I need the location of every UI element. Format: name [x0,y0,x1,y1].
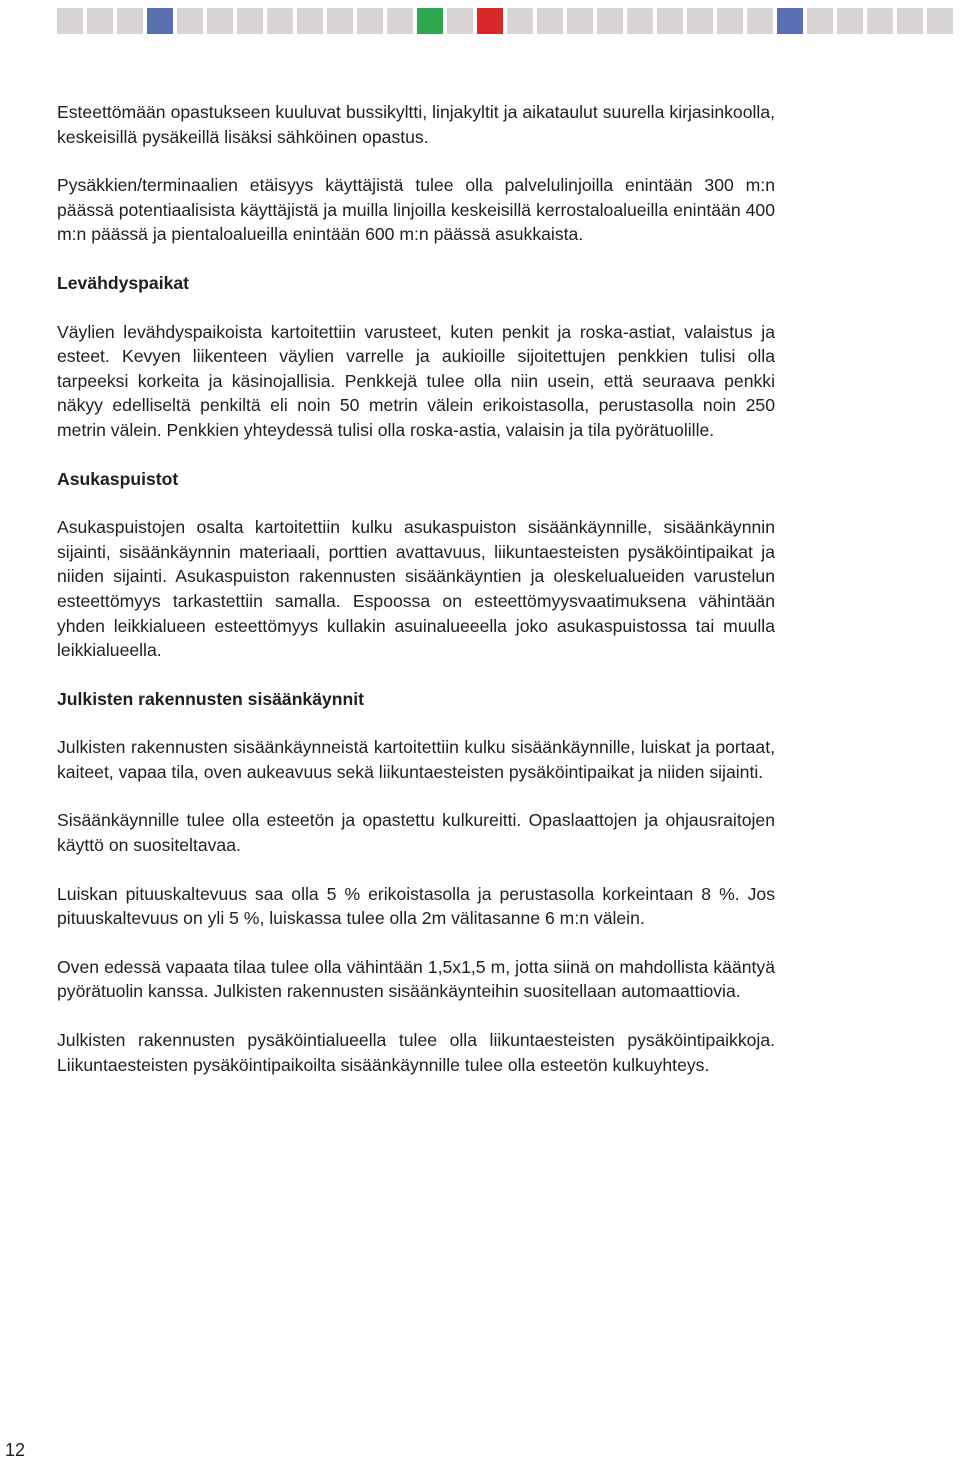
header-color-square [87,8,113,34]
header-color-square [327,8,353,34]
header-color-square [357,8,383,34]
header-color-square [747,8,773,34]
header-color-square [597,8,623,34]
header-color-strip [57,8,960,34]
header-color-square [477,8,503,34]
header-color-square [147,8,173,34]
paragraph-etaisyys: Pysäkkien/terminaalien etäisyys käyttäjistä tulee olla palvelulinjoilla enintään 300 m:n päässä potentiaalisista käyttäjistä ja muilla linjoilla keskeisillä kerrostaloalueilla enintään 400 m:n päässä ja pientaloalueilla enintään 600 m:n päässä asukkaista. [57,175,775,245]
header-color-square [207,8,233,34]
header-color-square [297,8,323,34]
header-color-square [57,8,83,34]
header-color-square [807,8,833,34]
page-number: 12 [5,1440,26,1460]
header-color-square [417,8,443,34]
paragraph-oven-tila: Oven edessä vapaata tilaa tulee olla vähintään 1,5x1,5 m, jotta siinä on mahdollista kääntyä pyörätuolin kanssa. Julkisten rakennusten sisäänkäynteihin suositellaan automaattiovia. [57,956,775,1002]
header-color-square [237,8,263,34]
header-color-square [897,8,923,34]
header-color-square [867,8,893,34]
heading-levahdyspaikat: Levähdyspaikat [57,272,190,293]
paragraph-asukaspuistot: Asukaspuistojen osalta kartoitettiin kulku asukaspuiston sisäänkäynnille, sisäänkäynnin sijainti, sisäänkäynnin materiaali, porttien avattavuus, liikuntaesteisten pysäköintipaikat ja niiden sijainti. Asukaspuiston rakennusten sisäänkäyntien ja oleskelualueiden varustelun esteettömyys tarkastettiin samalla. Espoossa on esteettömyysvaatimuksena vähintään yhden leikkialueen esteettömyys kullakin asuinalueeella joko asukaspuistossa tai muulla leikkialueella. [57,517,775,661]
paragraph-luiska: Luiskan pituuskaltevuus saa olla 5 % erikoistasolla ja perustasolla korkeintaan 8 %. Jos pituuskaltevuus on yli 5 %, luiskassa tulee olla 2m välitasanne 6 m:n välein. [57,883,775,929]
heading-asukaspuistot: Asukaspuistot [57,468,179,489]
header-color-square [177,8,203,34]
header-color-square [567,8,593,34]
header-color-square [537,8,563,34]
header-color-square [447,8,473,34]
header-color-square [837,8,863,34]
header-color-square [777,8,803,34]
header-color-square [657,8,683,34]
header-color-square [387,8,413,34]
header-color-square [267,8,293,34]
header-color-square [687,8,713,34]
header-color-square [717,8,743,34]
paragraph-pysakointi: Julkisten rakennusten pysäköintialueella tulee olla liikuntaesteisten pysäköintipaikkoja. Liikuntaesteisten pysäköintipaikoilta sisäänkäynnille tulee olla esteetön kulkuyhteys. [57,1030,775,1075]
header-color-square [117,8,143,34]
paragraph-kulkureitti: Sisäänkäynnille tulee olla esteetön ja opastettu kulkureitti. Opaslaattojen ja ohjausraitojen käyttö on suositeltavaa. [57,810,775,856]
page-content [57,100,775,1077]
header-color-square [927,8,953,34]
heading-julkiset-sisaankaynnit: Julkisten rakennusten sisäänkäynnit [57,688,365,709]
paragraph-opastus: Esteettömään opastukseen kuuluvat bussikyltti, linjakyltit ja aikataulut suurella kirjasinkoolla, keskeisillä pysäkeillä lisäksi sähköinen opastus. [57,102,775,147]
header-color-square [627,8,653,34]
paragraph-sisaankaynnit-kartoitus: Julkisten rakennusten sisäänkäynneistä kartoitettiin kulku sisäänkäynnille, luiskat ja portaat, kaiteet, vapaa tila, oven aukeavuus sekä liikuntaesteisten pysäköintipaikat ja niiden sijainti. [57,737,775,782]
paragraph-levahdyspaikat: Väylien levähdyspaikoista kartoitettiin varusteet, kuten penkit ja roska-astiat, valaistus ja esteet. Kevyen liikenteen väylien varrelle ja aukioille sijoitettujen penkkien tulisi olla tarpeeksi korkeita ja käsinojallisia. Penkkejä tulee olla niin usein, että seuraava penkki näkyy edelliseltä penkiltä eli noin 50 metrin välein erikoistasolla, perustasolla noin 250 metrin välein. Penkkien yhteydessä tulisi olla roska-astia, valaisin ja tila pyörätuolille. [57,321,775,440]
header-color-square [507,8,533,34]
